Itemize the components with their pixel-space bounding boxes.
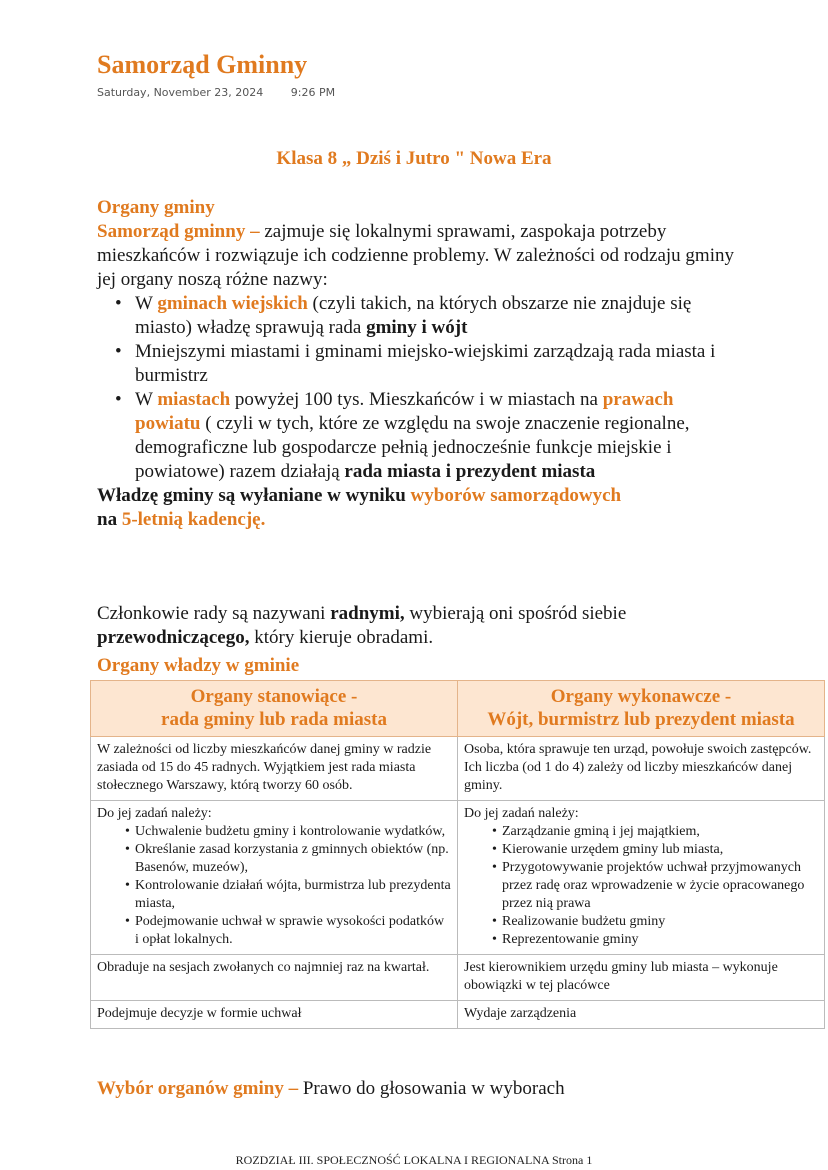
header-line: Organy wykonawcze - [550, 686, 732, 707]
election-line [97, 1078, 565, 1100]
text-run: ( czyli w tych, które ze względu na swoje znaczenie regionalne, demograficzne lub gospodarcze pełnią jednocześnie funkcje miejskie i powiatowe) razem działają [135, 413, 690, 482]
page-date: Saturday, November 23, 2024 [97, 86, 264, 99]
page-footer: ROZDZIAŁ III. SPOŁECZNOŚĆ LOKALNA I REGIONALNA Strona 1 [235, 1153, 593, 1167]
column-header-executive [458, 681, 825, 737]
bold-term: Władzę gminy są wyłaniane w wyniku [97, 485, 411, 506]
list-item: • Zarządzanie gminą i jej majątkiem, [502, 823, 818, 841]
organs-heading: Organy władzy w gminie [97, 655, 300, 676]
intro-paragraph [97, 220, 737, 292]
table-cell [91, 801, 458, 955]
highlight: miastach [157, 389, 231, 410]
text-run: Członkowie rady są nazywani [97, 603, 331, 624]
bold-term: rada miasta i prezydent miasta [344, 461, 596, 482]
header-line: Wójt, burmistrz lub prezydent miasta [487, 709, 795, 730]
table-row [91, 801, 825, 955]
bold-term: na [97, 509, 122, 530]
cell-intro: Do jej zadań należy: [464, 806, 579, 821]
text-run: wybierają oni spośród siebie [404, 603, 627, 624]
header-line: rada gminy lub rada miasta [161, 709, 387, 730]
organs-list [97, 292, 737, 484]
list-item: • Realizowanie budżetu gminy [502, 913, 818, 931]
table-cell: Jest kierownikiem urzędu gminy lub miasta – wykonuje obowiązki w tej placówce [458, 955, 825, 1001]
list-item: • Podejmowanie uchwał w sprawie wysokości podatków i opłat lokalnych. [135, 913, 451, 949]
list-item: • Kierowanie urzędem gminy lub miasta, [502, 841, 818, 859]
table-cell: W zależności od liczby mieszkańców danej gminy w radzie zasiada od 15 do 45 radnych. Wyjątkiem jest rada miasta stołecznego Warszawy, którą tworzy 60 osób. [91, 737, 458, 801]
text-run: Mniejszymi miastami i gminami miejsko-wiejskimi zarządzają rada miasta i burmistrz [135, 341, 716, 386]
page-meta [97, 86, 335, 99]
election-paragraph [97, 484, 737, 532]
list-item [135, 340, 737, 388]
list-item: • Kontrolowanie działań wójta, burmistrza lub prezydenta miasta, [135, 877, 451, 913]
intro-term: Samorząd gminny – [97, 221, 260, 242]
text-run: który kieruje obradami. [249, 627, 434, 648]
section-organy-gminy [97, 196, 737, 532]
text-run: W [135, 389, 158, 410]
text-run: Prawo do głosowania w wyborach [298, 1078, 565, 1099]
tasks-list [464, 823, 818, 949]
table-cell: Obraduje na sesjach zwołanych co najmniej raz na kwartał. [91, 955, 458, 1001]
list-item [135, 388, 737, 484]
members-paragraph [97, 602, 737, 650]
highlight: 5-letnią kadencję. [121, 509, 266, 530]
page-title: Samorząd Gminny [97, 50, 308, 79]
table-cell: Wydaje zarządzenia [458, 1001, 825, 1029]
list-item: • Określanie zasad korzystania z gminnych obiektów (np. Basenów, muzeów), [135, 841, 451, 877]
section-heading: Organy gminy [97, 197, 215, 218]
table-header-row [91, 681, 825, 737]
text-run: (czyli takich, na których obszarze nie znajduje się miasto) władzę sprawują rada [135, 293, 692, 338]
subtitle: Klasa 8 „ Dziś i Jutro " Nowa Era [276, 148, 552, 169]
table-row [91, 1001, 825, 1029]
intro-text: zajmuje się lokalnymi sprawami, zaspokaja potrzeby mieszkańców i rozwiązuje ich codzienne problemy. W zależności od rodzaju gminy jej organy noszą różne nazwy: [97, 221, 734, 290]
table-cell [458, 801, 825, 955]
table-cell: Osoba, która sprawuje ten urząd, powołuje swoich zastępców. Ich liczba (od 1 do 4) zależy od liczby mieszkańców danej gminy. [458, 737, 825, 801]
header-line: Organy stanowiące - [190, 686, 358, 707]
page-time: 9:26 PM [290, 86, 336, 99]
bold-term: gminy i wójt [366, 317, 468, 338]
column-header-legislative [91, 681, 458, 737]
organs-table [90, 680, 825, 1029]
bold-term: radnymi, [330, 603, 405, 624]
table-cell: Podejmuje decyzje w formie uchwał [91, 1001, 458, 1029]
bold-term: przewodniczącego, [97, 627, 250, 648]
list-item: • Przygotowywanie projektów uchwał przyjmowanych przez radę oraz wprowadzenie w życie opracowanego przez nią prawa [502, 859, 818, 913]
highlight: wyborów samorządowych [410, 485, 622, 506]
text-run: W [135, 293, 158, 314]
highlight: gminach wiejskich [157, 293, 308, 314]
highlight: Wybór organów gminy – [97, 1078, 299, 1099]
cell-intro: Do jej zadań należy: [97, 806, 212, 821]
text-run: powyżej 100 tys. Mieszkańców i w miastach na [230, 389, 603, 410]
list-item [135, 292, 737, 340]
tasks-list [97, 823, 451, 949]
table-row [91, 955, 825, 1001]
list-item: • Uchwalenie budżetu gminy i kontrolowanie wydatków, [135, 823, 451, 841]
table-row [91, 737, 825, 801]
list-item: • Reprezentowanie gminy [502, 931, 818, 949]
highlight: prawach powiatu [135, 389, 674, 434]
